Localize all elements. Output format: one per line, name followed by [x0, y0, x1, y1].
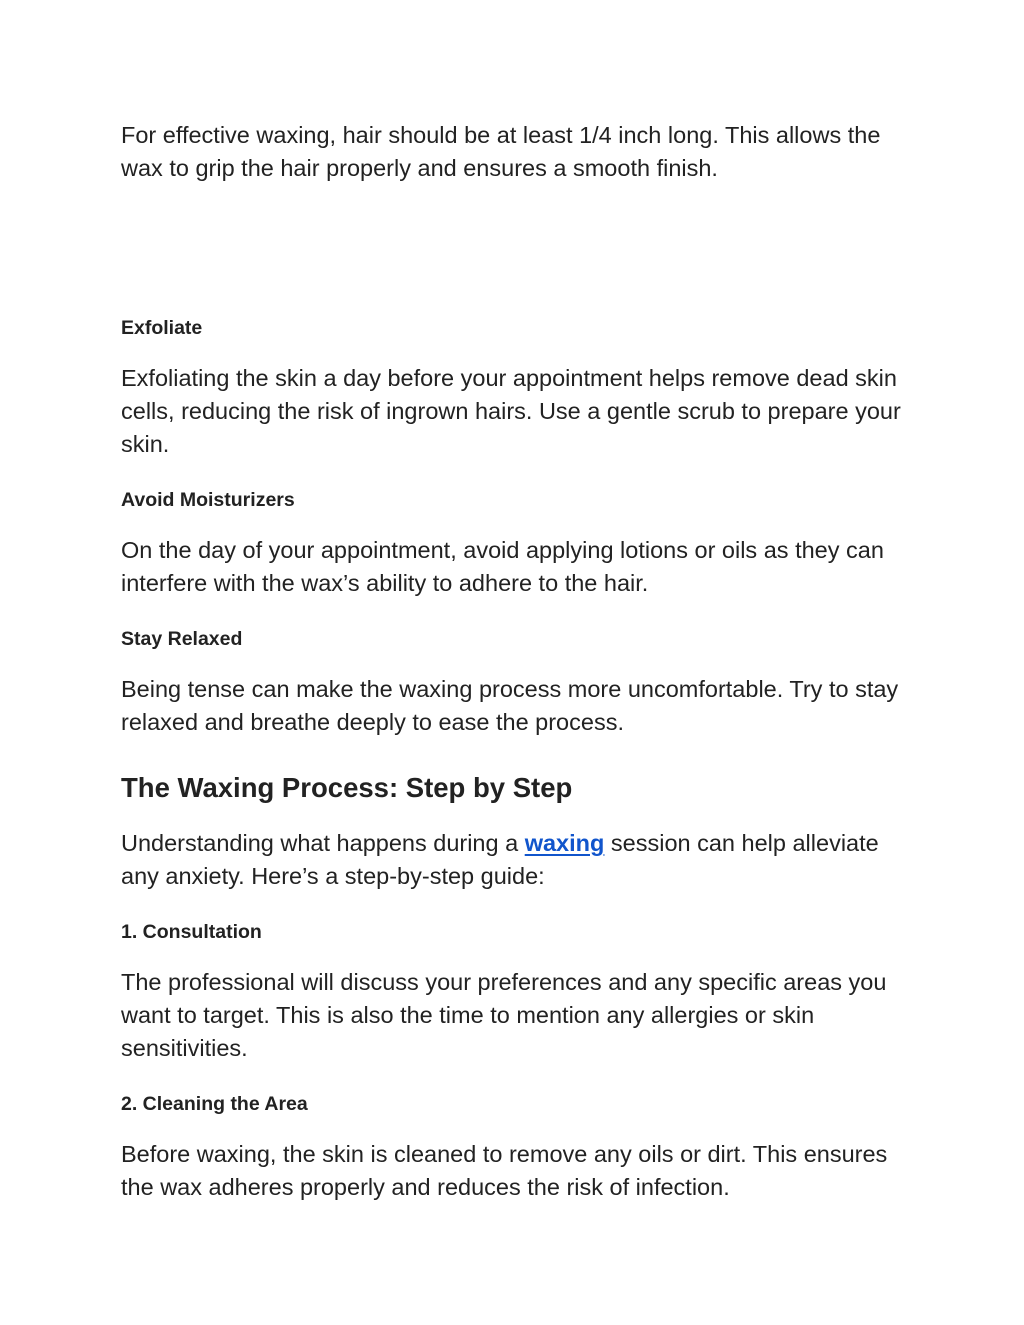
waxing-link[interactable]: waxing: [524, 830, 605, 856]
exfoliate-heading: Exfoliate: [121, 317, 203, 339]
intro-text-after: session can help alleviate any anxiety. Here’s a step-by-step guide:: [121, 830, 879, 889]
avoid-moisturizers-heading: Avoid Moisturizers: [121, 489, 295, 511]
waxing-process-heading: The Waxing Process: Step by Step: [121, 772, 573, 803]
step-2-heading: 2. Cleaning the Area: [121, 1093, 308, 1115]
waxing-process-intro: [121, 827, 911, 893]
step-1-heading: 1. Consultation: [121, 921, 262, 943]
intro-text-before: Understanding what happens during a: [121, 830, 525, 856]
stay-relaxed-heading: Stay Relaxed: [121, 628, 243, 650]
step-2-paragraph: Before waxing, the skin is cleaned to remove any oils or dirt. This ensures the wax adheres properly and reduces the risk of infection.: [121, 1141, 888, 1200]
avoid-moisturizers-paragraph: On the day of your appointment, avoid applying lotions or oils as they can interfere with the wax’s ability to adhere to the hair.: [121, 537, 884, 596]
stay-relaxed-paragraph: Being tense can make the waxing process more uncomfortable. Try to stay relaxed and breathe deeply to ease the process.: [121, 676, 899, 735]
intro-paragraph: For effective waxing, hair should be at least 1/4 inch long. This allows the wax to grip the hair properly and ensures a smooth finish.: [121, 122, 881, 181]
step-1-paragraph: The professional will discuss your preferences and any specific areas you want to target. This is also the time to mention any allergies or skin sensitivities.: [121, 969, 887, 1061]
exfoliate-paragraph: Exfoliating the skin a day before your appointment helps remove dead skin cells, reducing the risk of ingrown hairs. Use a gentle scrub to prepare your skin.: [121, 365, 901, 457]
